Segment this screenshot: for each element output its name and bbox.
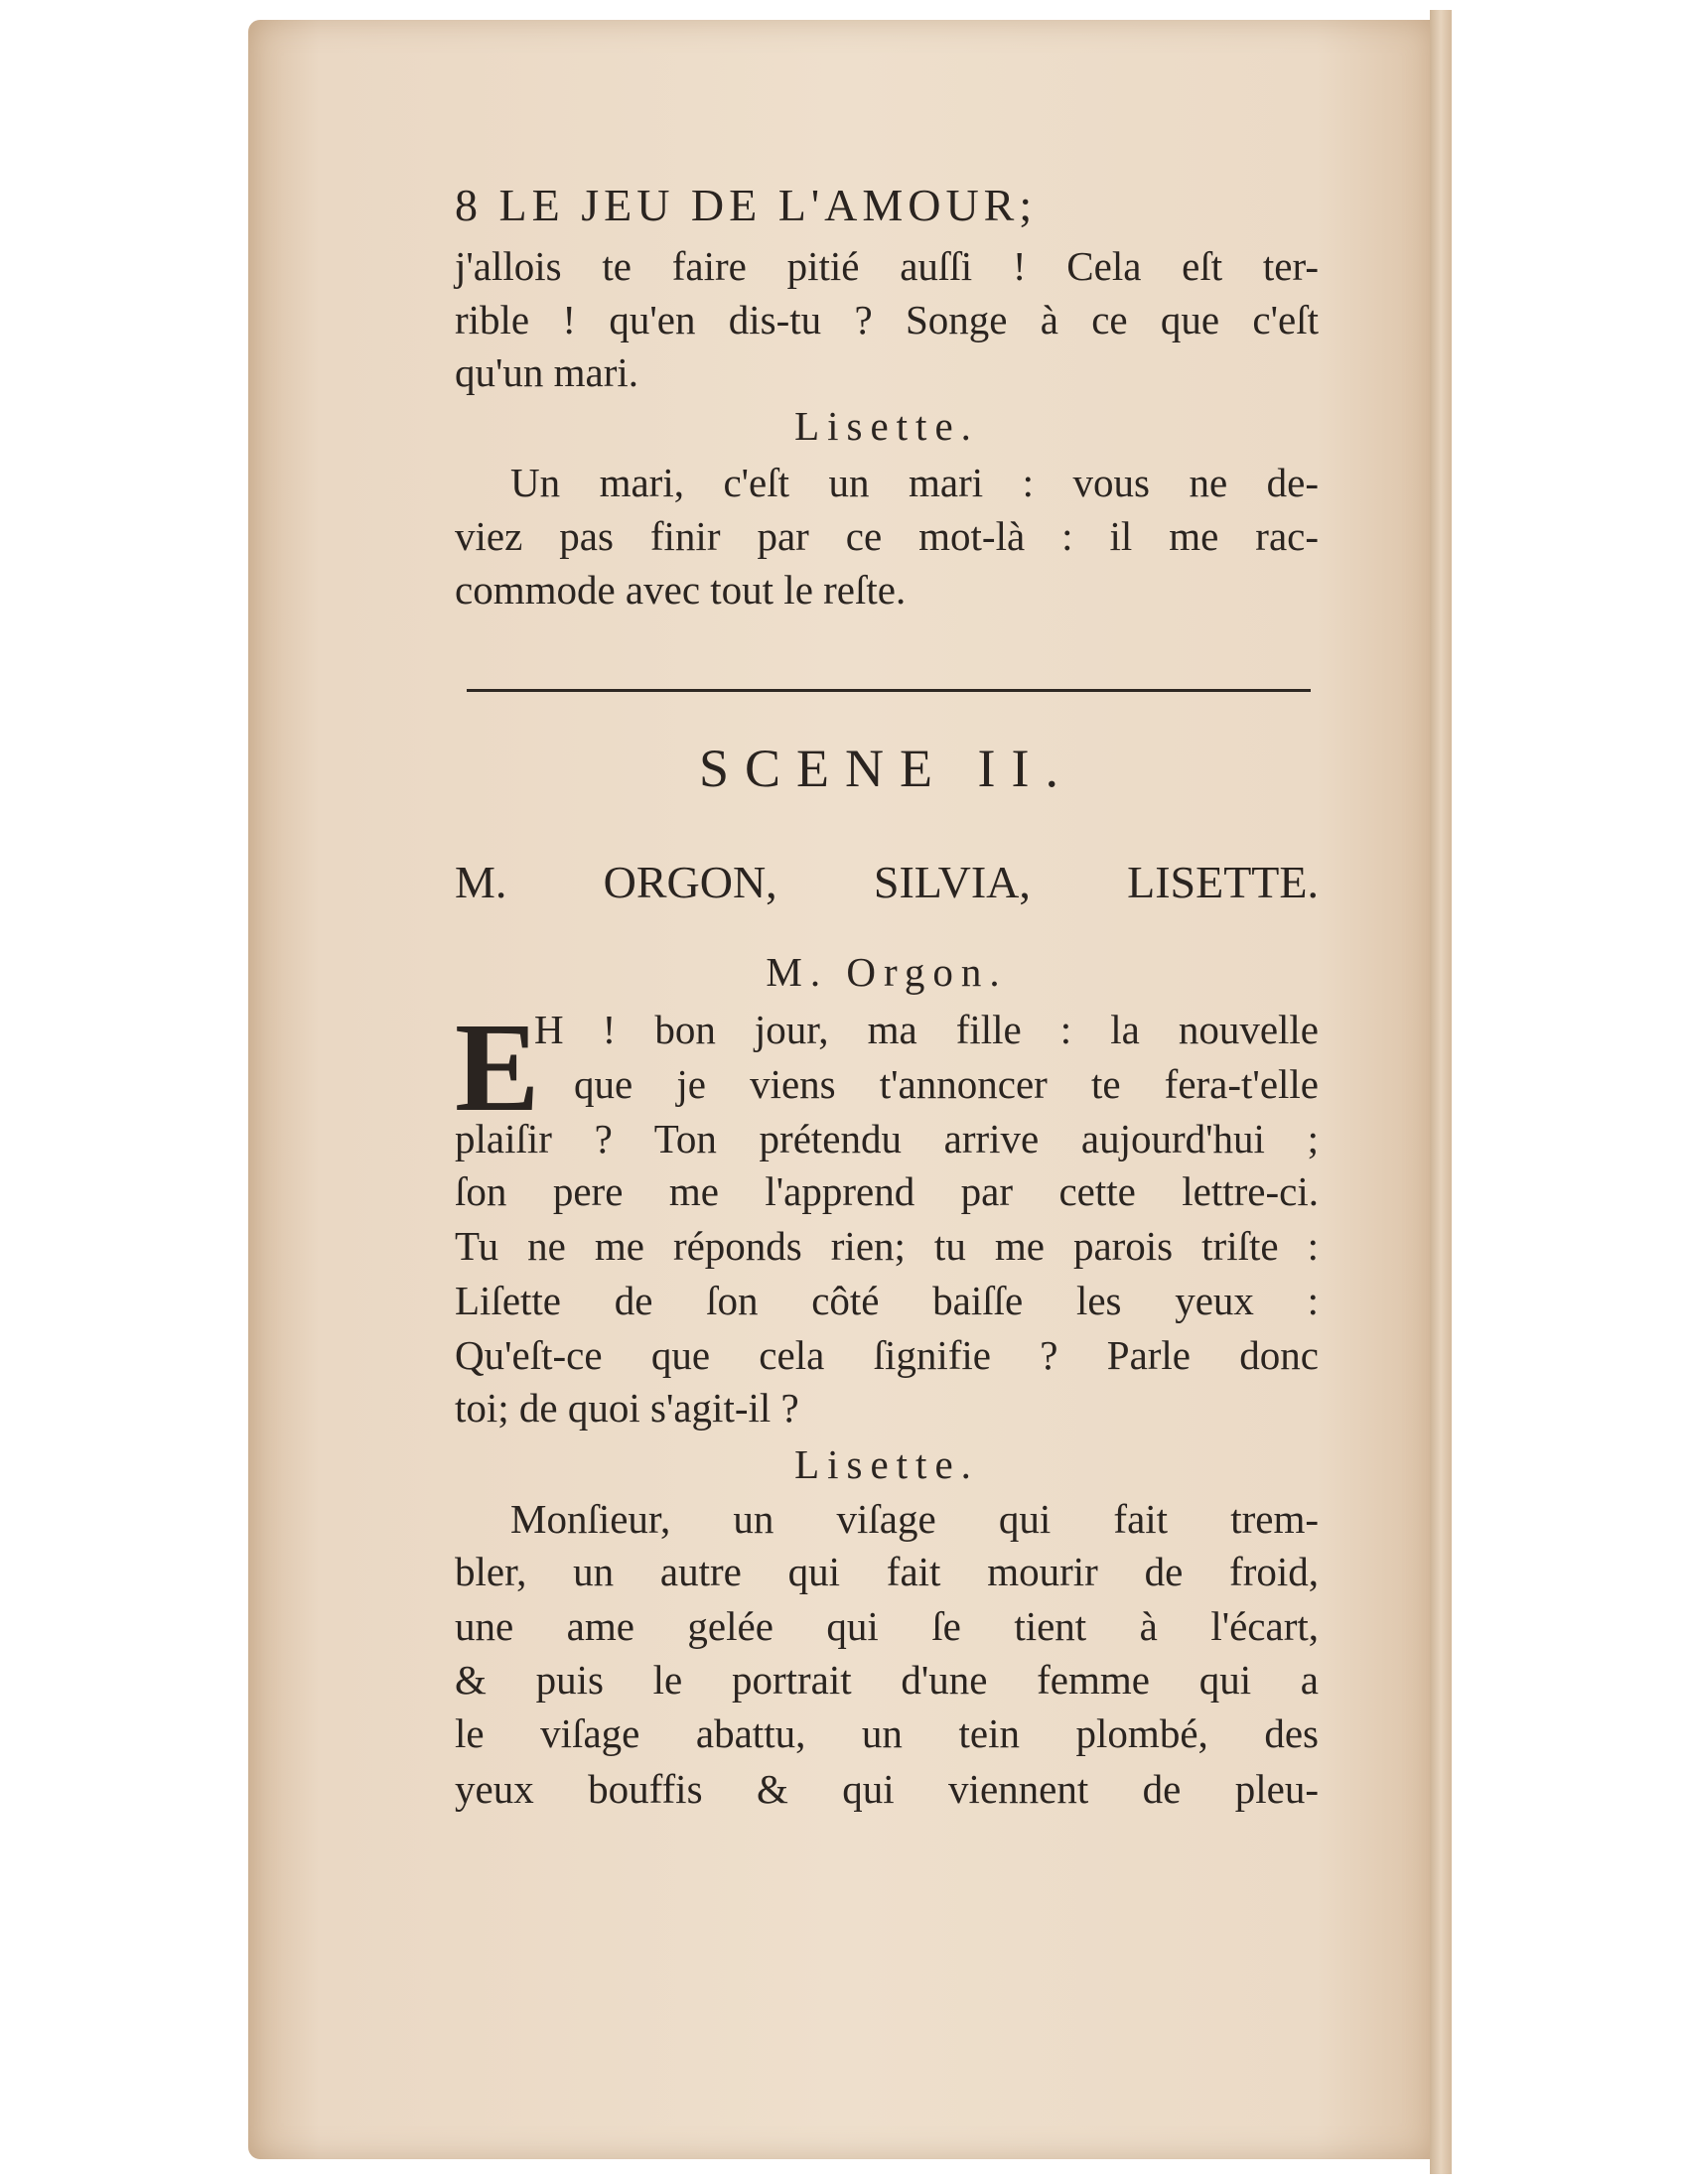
next-page-edge: [1430, 10, 1452, 2174]
section-divider: [467, 689, 1311, 692]
text-line: rible ! qu'en dis-tu ? Songe à ce que c'eſt: [455, 297, 1319, 342]
text-line: plaiſir ? Ton prétendu arrive aujourd'hui ;: [455, 1116, 1319, 1161]
text-line: Monſieur, un viſage qui fait trem-: [510, 1496, 1319, 1542]
text-line: que je viens t'annoncer te fera-t'elle: [574, 1061, 1319, 1107]
text-line: qu'un mari.: [455, 349, 639, 395]
text-line: viez pas finir par ce mot-là : il me rac-: [455, 513, 1319, 559]
text-line: bler, un autre qui fait mourir de froid,: [455, 1549, 1319, 1594]
text-line: j'allois te faire pitié auſſi ! Cela eſt ter-: [455, 243, 1319, 289]
character-list: M. ORGON, SILVIA, LISETTE.: [455, 857, 1319, 907]
text-line: commode avec tout le reſte.: [455, 567, 907, 613]
text-line: Liſette de ſon côté baiſſe les yeux :: [455, 1278, 1319, 1323]
speaker-name: Lisette.: [794, 403, 979, 449]
drop-cap: E: [455, 997, 540, 1138]
text-line: Qu'eſt-ce que cela ſignifie ? Parle donc: [455, 1332, 1319, 1378]
running-head: 8 LE JEU DE L'AMOUR;: [455, 180, 1038, 230]
speaker-name: Lisette.: [794, 1441, 979, 1487]
text-line: H ! bon jour, ma fille : la nouvelle: [534, 1007, 1319, 1052]
text-line: & puis le portrait d'une femme qui a: [455, 1657, 1319, 1703]
text-line: une ame gelée qui ſe tient à l'écart,: [455, 1603, 1319, 1649]
text-line: yeux bouffis & qui viennent de pleu-: [455, 1766, 1319, 1812]
speaker-name: M. Orgon.: [766, 949, 1008, 995]
text-line: Un mari, c'eſt un mari : vous ne de-: [510, 460, 1319, 505]
text-line: Tu ne me réponds rien; tu me parois triſte :: [455, 1223, 1319, 1269]
text-line: ſon pere me l'apprend par cette lettre-ci.: [455, 1168, 1319, 1214]
text-line: le viſage abattu, un tein plombé, des: [455, 1710, 1319, 1756]
scene-title: SCENE II.: [699, 739, 1074, 798]
text-line: toi; de quoi s'agit-il ?: [455, 1385, 799, 1431]
